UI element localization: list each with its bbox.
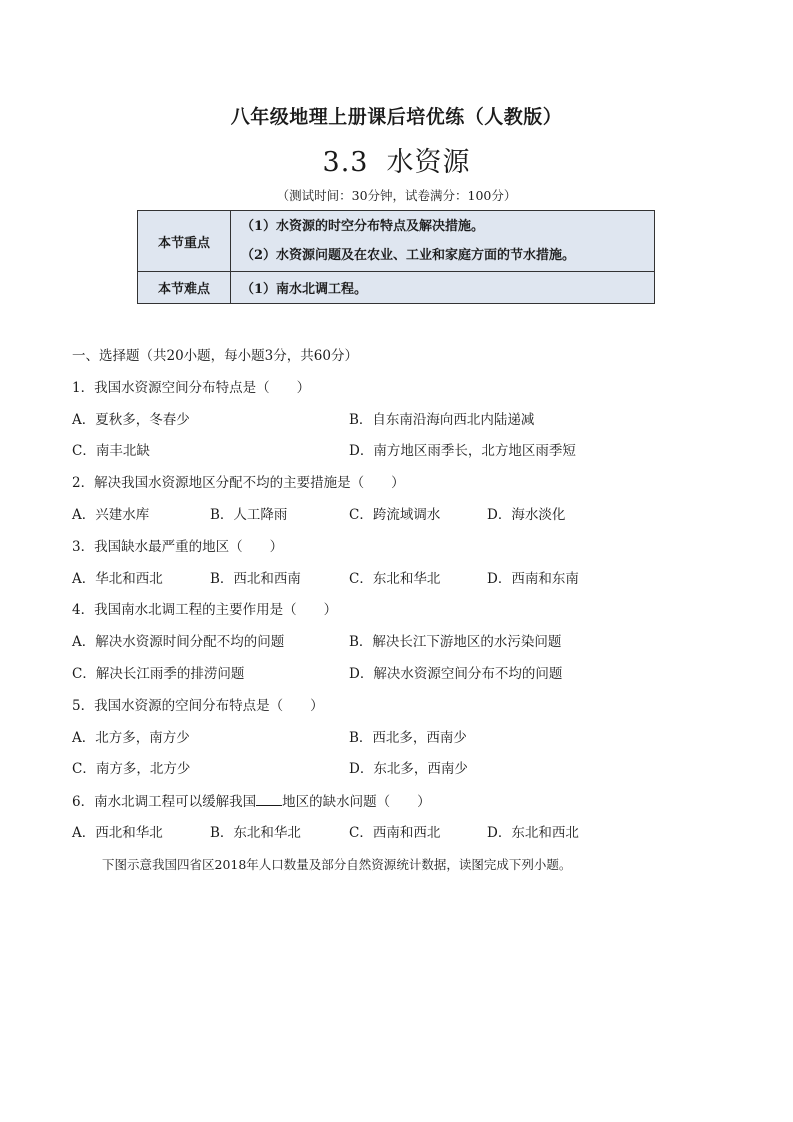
- question-1-stem: 1．我国水资源空间分布特点是（ ）: [72, 379, 311, 396]
- section-number: 3.3: [322, 147, 369, 178]
- question-6-option-c[interactable]: C．西南和西北: [349, 824, 441, 841]
- question-2-stem: 2．解决我国水资源地区分配不均的主要措施是（ ）: [72, 475, 405, 492]
- question-5-option-c[interactable]: C．南方多，北方少: [72, 761, 191, 778]
- question-6-option-b[interactable]: B．东北和华北: [210, 824, 301, 841]
- question-5-options-row-1: [72, 728, 732, 760]
- section-title: [0, 140, 793, 179]
- question-5-option-d[interactable]: D．东北多，西南少: [349, 761, 468, 778]
- question-1-option-d[interactable]: D．南方地区雨季长，北方地区雨季短: [349, 443, 576, 460]
- question-2-option-c[interactable]: C．跨流域调水: [349, 506, 441, 523]
- figure-intro-text: 下图示意我国四省区2018年人口数量及部分自然资源统计数据，读图完成下列小题。: [102, 856, 572, 872]
- question-3-option-c[interactable]: C．东北和华北: [349, 570, 441, 587]
- question-6-option-d[interactable]: D．东北和西北: [487, 824, 579, 841]
- question-6-options-row: [72, 823, 732, 855]
- key-points-cell: [231, 211, 655, 272]
- question-2-option-d[interactable]: D．海水淡化: [487, 506, 566, 523]
- difficult-point-1: （1）南水北调工程。: [241, 282, 368, 297]
- question-5-options-row-2: [72, 759, 732, 791]
- question-6-stem-before: 6．南水北调工程可以缓解我国: [72, 794, 257, 811]
- question-1-option-a[interactable]: A．夏秋多，冬春少: [72, 411, 190, 428]
- question-3-stem: 3．我国缺水最严重的地区（ ）: [72, 538, 284, 555]
- question-2-options-row: [72, 505, 732, 537]
- section-name: 水资源: [386, 147, 471, 178]
- question-4-options-row-2: [72, 664, 732, 696]
- difficult-points-cell: [231, 272, 655, 304]
- question-1-option-b[interactable]: B．自东南沿海向西北内陆递减: [349, 411, 535, 428]
- question-4-options-row-1: [72, 632, 732, 664]
- question-2-option-b[interactable]: B．人工降雨: [210, 506, 288, 523]
- difficult-points-row: [138, 272, 655, 304]
- key-point-1: （1）水资源的时空分布特点及解决措施。: [241, 219, 485, 234]
- question-6-stem: [72, 791, 732, 823]
- question-4-option-b[interactable]: B．解决长江下游地区的水污染问题: [349, 634, 562, 651]
- question-1-options-row-2: [72, 441, 732, 473]
- question-6-stem-after: 地区的缺水问题（ ）: [282, 794, 431, 811]
- question-3-option-d[interactable]: D．西南和东南: [487, 570, 579, 587]
- question-1-option-c[interactable]: C．南丰北缺: [72, 443, 150, 460]
- questions-area: [72, 346, 732, 887]
- question-4-option-d[interactable]: D．解决水资源空间分布不均的问题: [349, 665, 563, 682]
- question-3-option-b[interactable]: B．西北和西南: [210, 570, 301, 587]
- question-3-options-row: [72, 569, 732, 601]
- test-info: （测试时间：30分钟，试卷满分：100分）: [276, 188, 517, 203]
- part-one-heading: 一、选择题（共20小题，每小题3分，共60分）: [72, 348, 358, 364]
- key-points-row: [138, 211, 655, 272]
- question-4-stem: 4．我国南水北调工程的主要作用是（ ）: [72, 602, 338, 619]
- question-4-option-c[interactable]: C．解决长江雨季的排涝问题: [72, 665, 245, 682]
- key-point-2: （2）水资源问题及在农业、工业和家庭方面的节水措施。: [241, 248, 576, 263]
- question-4-option-a[interactable]: A．解决水资源时间分配不均的问题: [72, 634, 285, 651]
- question-5-stem: 5．我国水资源的空间分布特点是（ ）: [72, 697, 324, 714]
- question-6-blank: [256, 791, 282, 806]
- difficult-points-label: 本节难点: [138, 272, 231, 304]
- question-1-options-row-1: [72, 410, 732, 442]
- question-6-option-a[interactable]: A．西北和华北: [72, 824, 163, 841]
- question-5-option-a[interactable]: A．北方多，南方少: [72, 729, 190, 746]
- document-title: 八年级地理上册课后培优练（人教版）: [230, 106, 563, 128]
- question-5-option-b[interactable]: B．西北多，西南少: [349, 729, 467, 746]
- key-points-table: [137, 210, 655, 304]
- question-2-option-a[interactable]: A．兴建水库: [72, 506, 150, 523]
- key-points-label: 本节重点: [138, 211, 231, 272]
- question-3-option-a[interactable]: A．华北和西北: [72, 570, 163, 587]
